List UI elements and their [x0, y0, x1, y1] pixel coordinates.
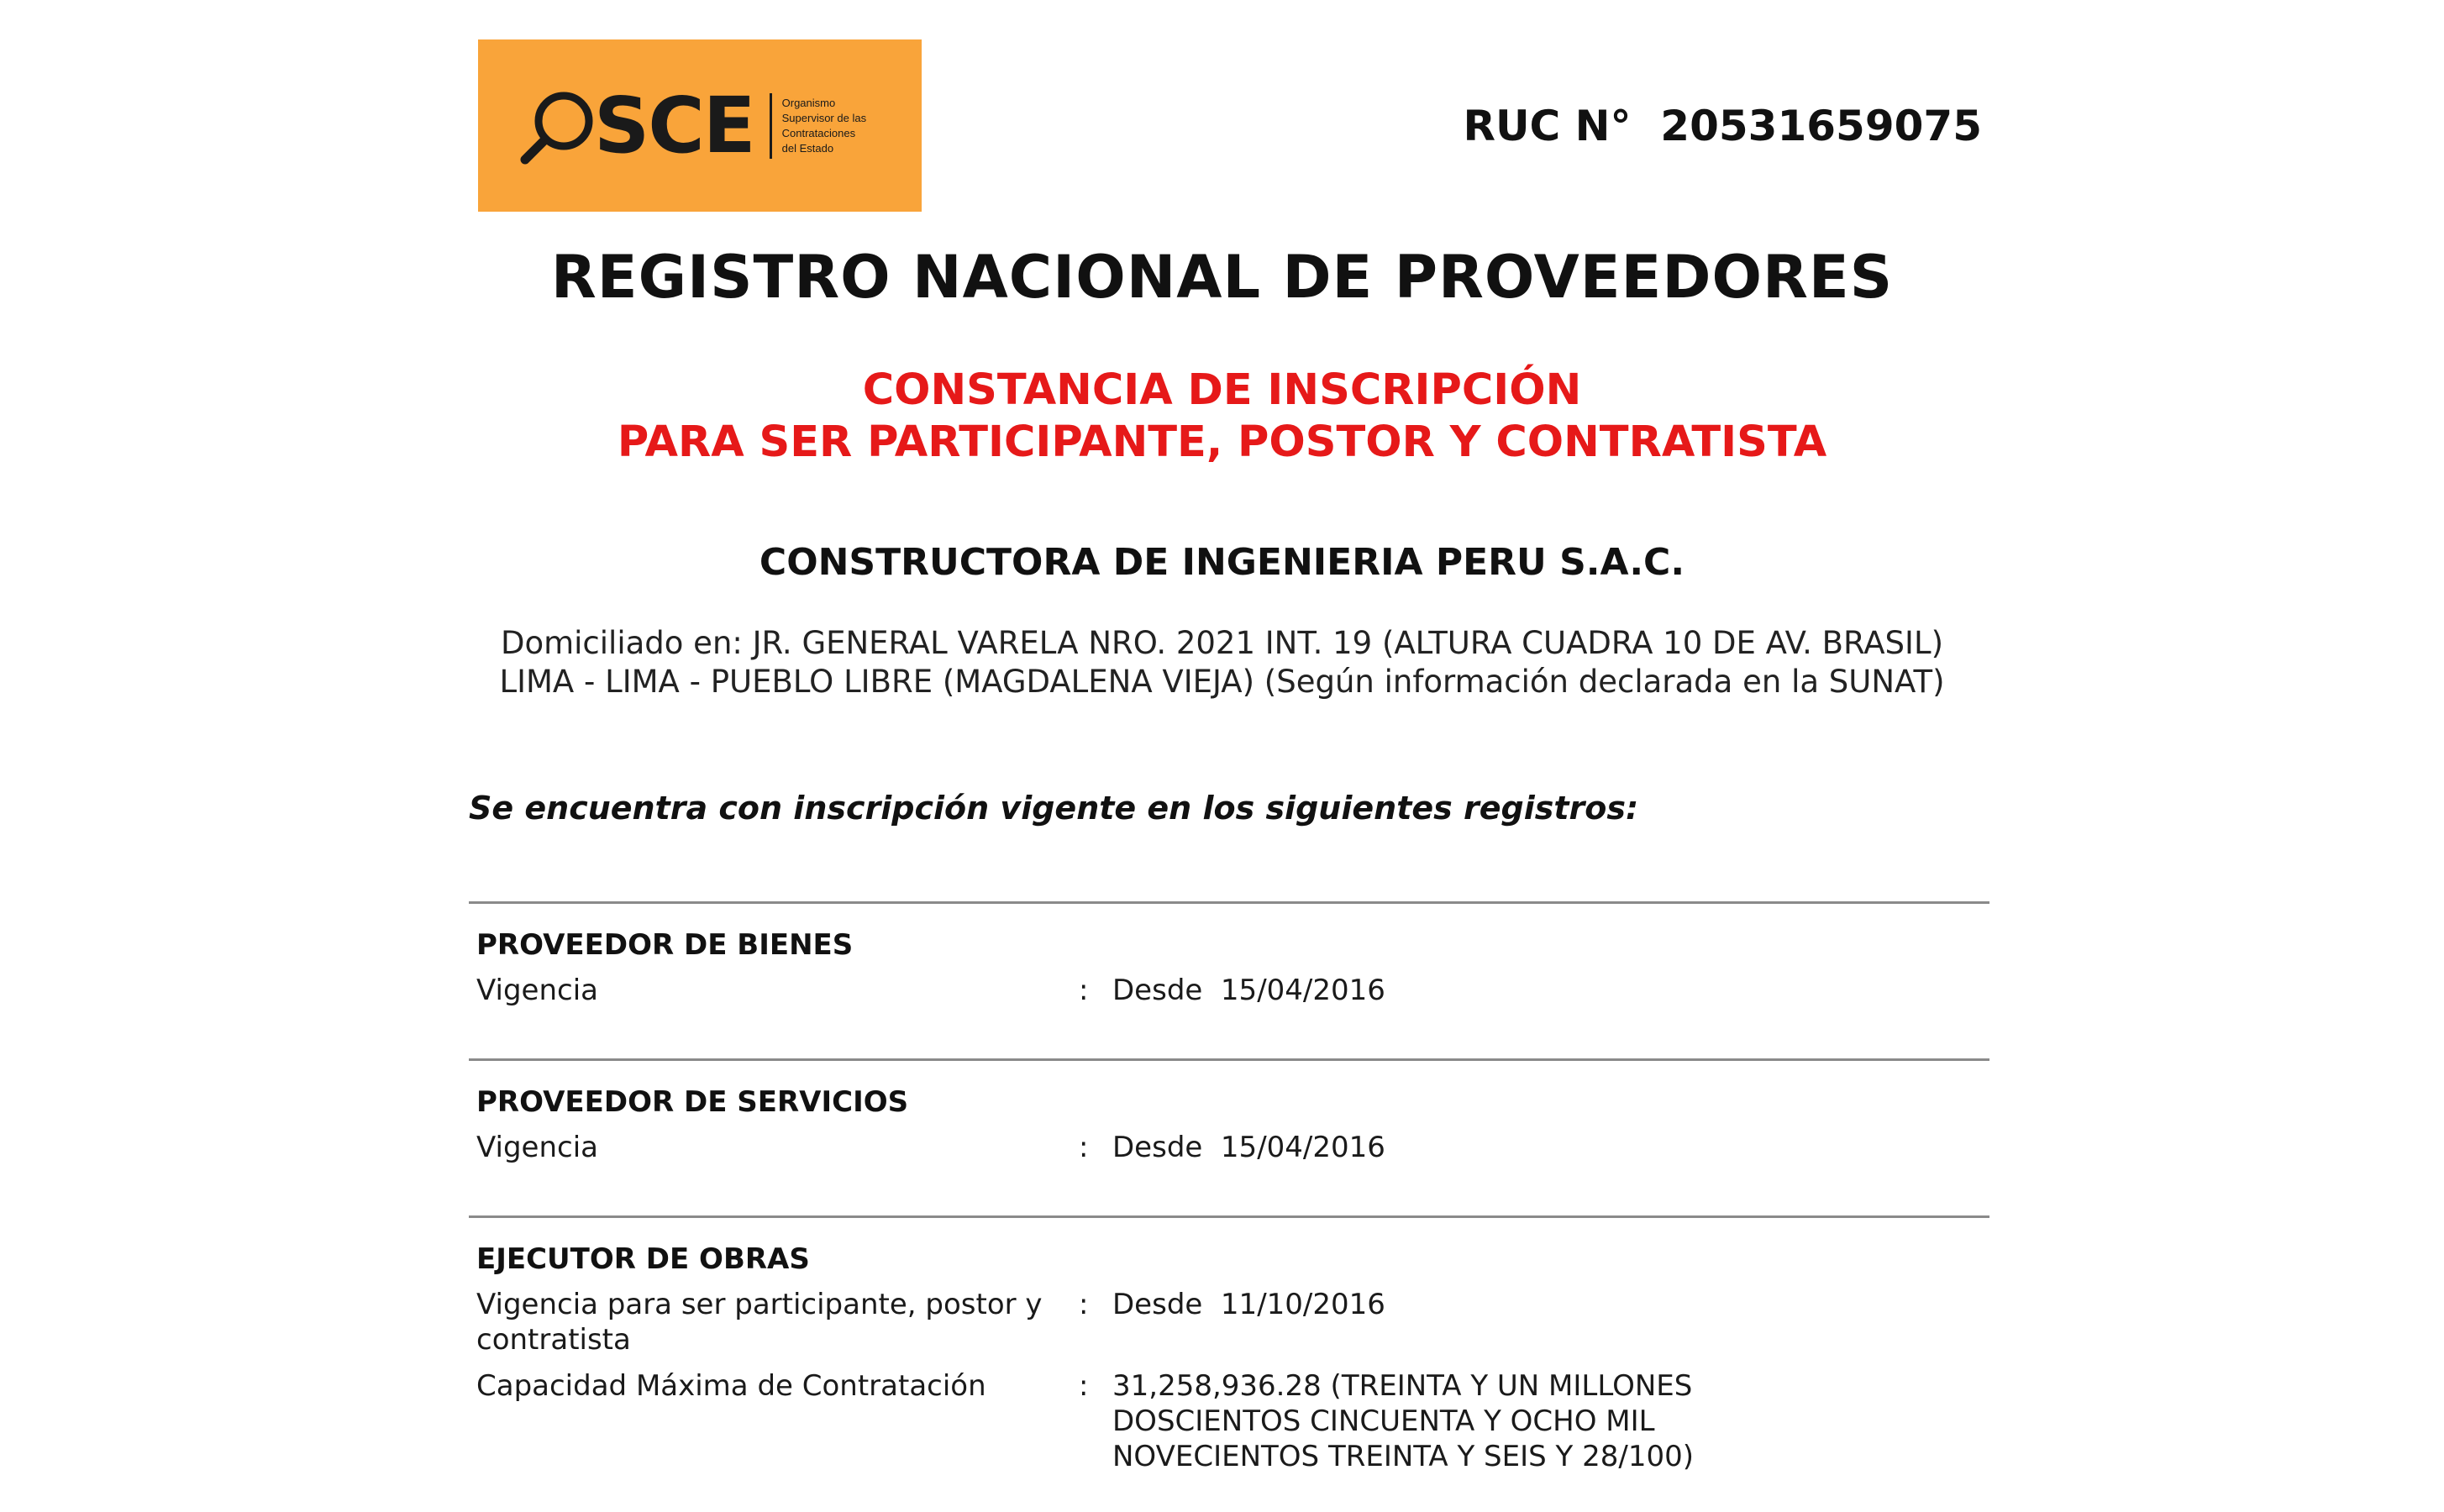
row-colon: :: [1079, 1131, 1089, 1164]
logo-tagline: [782, 96, 866, 156]
magnifier-icon: [518, 86, 599, 166]
row-label: Capacidad Máxima de Contratación: [476, 1369, 986, 1403]
logo-tagline-line: Organismo: [781, 97, 836, 109]
address-line-2: LIMA - LIMA - PUEBLO LIBRE (MAGDALENA VIEJA) (Según información declarada en la SUNAT): [499, 664, 1945, 700]
section-divider: [469, 1058, 1989, 1061]
row-value: 31,258,936.28 (TREINTA Y UN MILLONES DOSCIENTOS CINCUENTA Y OCHO MIL NOVECIENTOS TREINTA Y SEIS Y 28/100): [1112, 1369, 1702, 1473]
logo-divider: [770, 93, 772, 159]
section-divider: [469, 1215, 1989, 1218]
row-value: Desde 11/10/2016: [1112, 1288, 1385, 1321]
document-title: REGISTRO NACIONAL DE PROVEEDORES: [550, 243, 1894, 312]
registry-intro: Se encuentra con inscripción vigente en los siguientes registros:: [469, 790, 1639, 827]
row-colon: :: [1079, 1369, 1089, 1403]
logo-mark: [518, 81, 867, 171]
row-colon: :: [1079, 974, 1089, 1007]
logo-tagline-line: del Estado: [781, 142, 834, 155]
row-label: Vigencia: [476, 1131, 598, 1164]
row-colon: :: [1079, 1288, 1089, 1321]
row-label: Vigencia para ser participante, postor y contratista: [476, 1288, 1043, 1357]
osce-logo: [478, 39, 922, 212]
address-line-1: Domiciliado en: JR. GENERAL VARELA NRO. 2021 INT. 19 (ALTURA CUADRA 10 DE AV. BRASIL): [500, 625, 1943, 661]
document-subtitle-line1: CONSTANCIA DE INSCRIPCIÓN: [862, 365, 1582, 415]
row-value: Desde 15/04/2016: [1112, 1131, 1385, 1164]
logo-wordmark: SCE: [594, 81, 754, 171]
logo-tagline-line: Supervisor de las: [781, 112, 867, 124]
section-title-obras: EJECUTOR DE OBRAS: [476, 1242, 810, 1276]
section-divider: [469, 901, 1989, 904]
row-label: Vigencia: [476, 974, 598, 1007]
logo-tagline-line: Contrataciones: [781, 127, 856, 139]
row-value: Desde 15/04/2016: [1112, 974, 1385, 1007]
section-title-bienes: PROVEEDOR DE BIENES: [476, 928, 854, 962]
section-title-servicios: PROVEEDOR DE SERVICIOS: [476, 1085, 909, 1119]
document-subtitle-line2: PARA SER PARTICIPANTE, POSTOR Y CONTRATISTA: [617, 417, 1827, 467]
company-name: CONSTRUCTORA DE INGENIERIA PERU S.A.C.: [759, 541, 1685, 584]
ruc-number: RUC N° 20531659075: [1463, 102, 1982, 150]
